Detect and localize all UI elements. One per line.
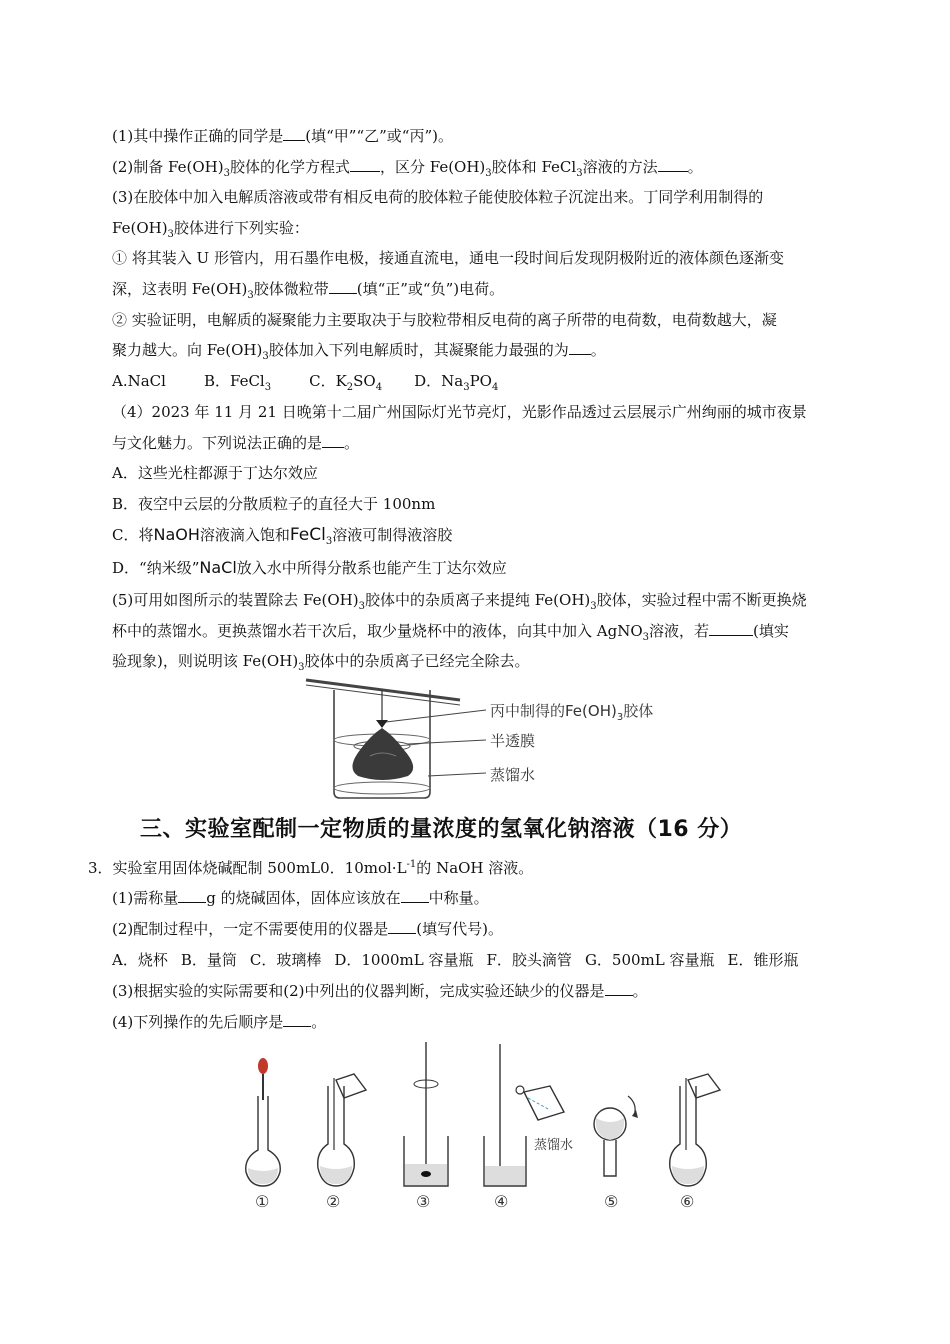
text: 胶体微粒带 bbox=[253, 280, 329, 298]
subscript: 3 bbox=[642, 632, 650, 643]
answer-blank[interactable] bbox=[569, 340, 591, 355]
q2-part5-line1 bbox=[112, 590, 807, 610]
text: (2)配制过程中，一定不需要使用的仪器是 bbox=[112, 920, 389, 938]
subscript: 3 bbox=[262, 351, 269, 362]
text: 中称量。 bbox=[428, 889, 489, 907]
text: D．“纳米级” bbox=[112, 559, 200, 577]
text: 放入水中所得分散系也能产生丁达尔效应 bbox=[236, 559, 507, 577]
formula: NaCl bbox=[199, 558, 237, 577]
colloid-label bbox=[490, 700, 653, 721]
text: 溶液，若 bbox=[649, 622, 710, 640]
q3-part4 bbox=[112, 1012, 326, 1032]
option-b[interactable]: B．量筒 bbox=[180, 951, 237, 969]
text: (3)根据实验的实际需要和(2)中列出的仪器判断，完成实验还缺少的仪器是 bbox=[112, 982, 605, 1000]
text: B．夜空中云层的分散质粒子的直径大于 100nm bbox=[112, 495, 436, 513]
subscript: 4 bbox=[491, 382, 499, 393]
text: ① 将其装入 U 形管内，用石墨作电极，接通直流电，通电一段时间后发现阴极附近的液体颜色逐渐变 bbox=[112, 249, 784, 267]
text: g 的烧碱固体，固体应该放在 bbox=[206, 889, 401, 907]
text: (填实 bbox=[753, 622, 789, 640]
subscript: 4 bbox=[375, 382, 383, 393]
step-label-4: ④ bbox=[494, 1192, 509, 1211]
formula: NaOH bbox=[153, 525, 200, 544]
q3-part2 bbox=[112, 919, 503, 939]
q2-part5-line2 bbox=[112, 621, 789, 641]
text: （4）2023 年 11 月 21 日晚第十二届广州国际灯光节亮灯，光影作品透过云层展示广州绚丽的城市夜景 bbox=[112, 403, 807, 421]
dialysis-figure bbox=[300, 676, 700, 800]
text: B．FeCl bbox=[203, 372, 265, 390]
option-e[interactable]: E．锥形瓶 bbox=[727, 951, 799, 969]
text: PO bbox=[469, 372, 492, 390]
step-label-1: ① bbox=[255, 1192, 270, 1211]
text: D．Na bbox=[414, 372, 464, 390]
q2-part3-2-options bbox=[112, 371, 498, 391]
text: 杯中的蒸馏水。更换蒸馏水若干次后，取少量烧杯中的液体，向其中加入 AgNO bbox=[112, 622, 643, 640]
text: 。 bbox=[590, 341, 606, 359]
text: (填写代号)。 bbox=[416, 920, 503, 938]
answer-blank[interactable] bbox=[283, 1012, 311, 1027]
option-g[interactable]: G．500mL 容量瓶 bbox=[584, 951, 715, 969]
superscript: -1 bbox=[406, 859, 417, 870]
q2-part3-2-line2 bbox=[112, 340, 606, 360]
text: ，区分 Fe(OH) bbox=[379, 158, 486, 176]
text: 溶液滴入饱和 bbox=[199, 526, 290, 544]
text: (4)下列操作的先后顺序是 bbox=[112, 1013, 284, 1031]
subscript: 3 bbox=[358, 601, 365, 612]
text: 胶体进行下列实验： bbox=[173, 219, 309, 237]
subscript: 3 bbox=[463, 382, 470, 393]
text: A．这些光柱都源于丁达尔效应 bbox=[112, 464, 318, 482]
q2-part5-line3 bbox=[112, 651, 530, 671]
text: SO bbox=[353, 372, 376, 390]
answer-blank[interactable] bbox=[283, 126, 305, 141]
q2-part1-text: (1)其中操作正确的同学是 bbox=[112, 127, 284, 145]
subscript: 2 bbox=[346, 382, 354, 393]
text: ② 实验证明，电解质的凝聚能力主要取决于与胶粒带相反电荷的离子所带的电荷数，电荷数越大，凝 bbox=[112, 311, 777, 329]
answer-blank[interactable] bbox=[178, 888, 206, 903]
q2-part3-2-line1 bbox=[112, 310, 777, 330]
text: 。 bbox=[344, 434, 360, 452]
answer-blank[interactable] bbox=[329, 279, 357, 294]
text: 深，这表明 Fe(OH) bbox=[112, 280, 248, 298]
text: (3)在胶体中加入电解质溶液或带有相反电荷的胶体粒子能使胶体粒子沉淀出来。丁同学利用制得的 bbox=[112, 188, 764, 206]
q2-part1-text-2: (填“甲”“乙”或“丙”)。 bbox=[305, 127, 453, 145]
q2-part4-line1 bbox=[112, 402, 807, 422]
step3-stirring bbox=[404, 1042, 448, 1186]
step-label-6: ⑥ bbox=[680, 1192, 695, 1211]
answer-blank[interactable] bbox=[658, 157, 688, 172]
step-label-3: ③ bbox=[416, 1192, 431, 1211]
text: 验现象)，则说明该 Fe(OH) bbox=[112, 652, 299, 670]
q2-part3-1-line2 bbox=[112, 279, 504, 299]
text: 。 bbox=[311, 1013, 327, 1031]
step2-pouring bbox=[318, 1074, 366, 1186]
answer-blank[interactable] bbox=[709, 621, 753, 636]
q2-part4-option-a[interactable] bbox=[112, 463, 318, 483]
answer-blank[interactable] bbox=[322, 433, 344, 448]
q2-part4-line2 bbox=[112, 433, 359, 453]
answer-blank[interactable] bbox=[350, 157, 380, 172]
text: 胶体，实验过程中需不断更换烧 bbox=[596, 591, 807, 609]
text: 溶液可制得液溶胶 bbox=[332, 526, 453, 544]
subscript: 3 bbox=[247, 290, 254, 301]
text: 胶体加入下列电解质时，其凝聚能力最强的为 bbox=[268, 341, 569, 359]
q2-part2 bbox=[112, 157, 703, 177]
subscript: 3 bbox=[223, 168, 230, 179]
text: 聚力越大。向 Fe(OH) bbox=[112, 341, 263, 359]
subscript: 3 bbox=[298, 662, 305, 673]
q3-part1 bbox=[112, 888, 489, 908]
text: 与文化魅力。下列说法正确的是 bbox=[112, 434, 323, 452]
text: (1)需称量 bbox=[112, 889, 179, 907]
q2-part3-1-line1 bbox=[112, 248, 784, 268]
subscript: 3 bbox=[325, 536, 333, 547]
text: C．将 bbox=[112, 526, 154, 544]
q2-part3-line2 bbox=[112, 218, 309, 238]
subscript: 3 bbox=[167, 229, 174, 240]
q2-part1 bbox=[112, 126, 453, 146]
subscript: 3 bbox=[576, 168, 583, 179]
distilled-water-label: 蒸馏水 bbox=[534, 1138, 574, 1153]
text: Fe(OH) bbox=[112, 219, 168, 237]
step4-washing bbox=[484, 1044, 564, 1186]
subscript: 3 bbox=[485, 168, 492, 179]
step1-dropper-flask bbox=[246, 1058, 281, 1186]
text: 胶体中的杂质离子来提纯 Fe(OH) bbox=[364, 591, 591, 609]
formula: FeCl bbox=[289, 525, 326, 545]
q2-part4-option-d[interactable] bbox=[112, 558, 507, 578]
text: 。 bbox=[632, 982, 648, 1000]
q2-part3-line1 bbox=[112, 187, 763, 207]
q2-part4-option-b[interactable] bbox=[112, 494, 435, 514]
subscript: 3 bbox=[616, 712, 624, 723]
q3-part3 bbox=[112, 981, 648, 1001]
answer-blank[interactable] bbox=[401, 888, 429, 903]
subscript: 3 bbox=[264, 382, 272, 393]
option-d[interactable] bbox=[414, 372, 499, 393]
text: 丙中制得的Fe(OH) bbox=[490, 702, 617, 720]
option-a[interactable]: A．烧杯 bbox=[112, 951, 168, 969]
q2-part4-option-c[interactable] bbox=[112, 525, 452, 545]
option-b[interactable] bbox=[203, 372, 272, 393]
step-label-2: ② bbox=[326, 1192, 341, 1211]
section-heading: 三、实验室配制一定物质的量浓度的氢氧化钠溶液（16 分） bbox=[140, 817, 743, 842]
text: C．K bbox=[309, 372, 347, 390]
option-a[interactable]: A.NaCl bbox=[112, 372, 166, 390]
option-c[interactable] bbox=[309, 372, 383, 393]
option-d[interactable]: D．1000mL 容量瓶 bbox=[334, 951, 474, 969]
water-label: 蒸馏水 bbox=[490, 766, 536, 784]
text: 胶体中的杂质离子已经完全除去。 bbox=[304, 652, 530, 670]
option-c[interactable]: C．玻璃棒 bbox=[249, 951, 322, 969]
text: (填“正”或“负”)电荷。 bbox=[356, 280, 505, 298]
preparation-steps-figure bbox=[232, 1040, 732, 1220]
preparation-steps-drawing bbox=[232, 1040, 732, 1190]
q3-intro bbox=[88, 858, 533, 878]
q3-options bbox=[112, 950, 811, 970]
answer-blank[interactable] bbox=[388, 919, 416, 934]
text: 的 NaOH 溶液。 bbox=[416, 859, 534, 877]
text: 。 bbox=[687, 158, 703, 176]
option-f[interactable]: F．胶头滴管 bbox=[486, 951, 572, 969]
text: 3．实验室用固体烧碱配制 500mL0．10mol·L bbox=[88, 859, 407, 877]
membrane-label: 半透膜 bbox=[490, 732, 536, 750]
text: 溶液的方法 bbox=[582, 158, 658, 176]
step6-transfer bbox=[670, 1074, 720, 1186]
subscript: 3 bbox=[590, 601, 597, 612]
text: 胶体和 FeCl bbox=[491, 158, 577, 176]
step5-inverting bbox=[594, 1096, 638, 1176]
text: 胶体 bbox=[623, 702, 654, 720]
answer-blank[interactable] bbox=[605, 981, 633, 996]
text: (5)可用如图所示的装置除去 Fe(OH) bbox=[112, 591, 359, 609]
step-label-5: ⑤ bbox=[604, 1192, 619, 1211]
text: 胶体的化学方程式 bbox=[229, 158, 350, 176]
text: (2)制备 Fe(OH) bbox=[112, 158, 224, 176]
